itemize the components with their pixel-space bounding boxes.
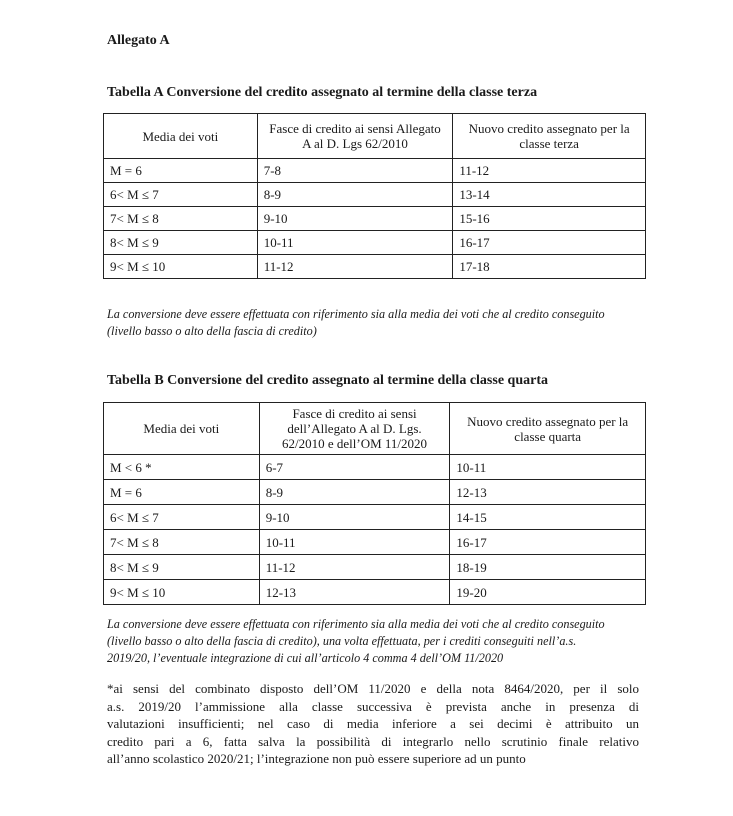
footnote-line: a.s. 2019/20 l’ammissione alla classe successiva è prevista anche in presenza di	[107, 698, 639, 714]
table-row	[104, 555, 646, 580]
note-line: La conversione deve essere effettuata con riferimento sia alla media dei voti che al credito conseguito	[107, 617, 605, 631]
table-cell: 6< M ≤ 7	[104, 505, 260, 530]
table-cell: M = 6	[104, 159, 258, 183]
table-row	[104, 480, 646, 505]
table-cell: 9< M ≤ 10	[104, 580, 260, 605]
table-cell: 13-14	[453, 183, 646, 207]
table-cell: 11-12	[257, 255, 453, 279]
table-cell: 8< M ≤ 9	[104, 231, 258, 255]
table-cell: 6-7	[259, 455, 450, 480]
table-b-header-cell: Media dei voti	[104, 403, 260, 455]
note-line: La conversione deve essere effettuata con riferimento sia alla media dei voti che al credito conseguito	[107, 307, 605, 321]
footnote	[107, 680, 639, 768]
table-row	[104, 183, 646, 207]
table-row	[104, 255, 646, 279]
table-cell: 14-15	[450, 505, 646, 530]
table-cell: 11-12	[453, 159, 646, 183]
table-cell: 11-12	[259, 555, 450, 580]
table-a-header-row	[104, 114, 646, 159]
table-row	[104, 231, 646, 255]
table-b-title: Tabella B Conversione del credito assegnato al termine della classe quarta	[107, 373, 548, 388]
note-line: (livello basso o alto della fascia di credito), una volta effettuata, per i crediti conseguiti nell’a.s.	[107, 634, 577, 648]
table-cell: 16-17	[450, 530, 646, 555]
table-cell: 6< M ≤ 7	[104, 183, 258, 207]
note-line: 2019/20, l’eventuale integrazione di cui all’articolo 4 comma 4 dell’OM 11/2020	[107, 651, 504, 665]
table-cell: 18-19	[450, 555, 646, 580]
table-b-header-cell: Fasce di credito ai sensi dell’Allegato A al D. Lgs. 62/2010 e dell’OM 11/2020	[259, 403, 450, 455]
table-row	[104, 505, 646, 530]
annex-title: Allegato A	[107, 33, 170, 48]
table-b-note	[107, 616, 647, 667]
table-cell: 19-20	[450, 580, 646, 605]
table-cell: 7< M ≤ 8	[104, 207, 258, 231]
table-row	[104, 455, 646, 480]
table-row	[104, 207, 646, 231]
table-cell: 9< M ≤ 10	[104, 255, 258, 279]
table-a-header-cell: Media dei voti	[104, 114, 258, 159]
table-cell: 7-8	[257, 159, 453, 183]
table-row	[104, 159, 646, 183]
footnote-line: credito pari a 6, fatta salva la possibilità di integrarlo nello scrutinio finale relativo	[107, 733, 639, 749]
table-b-header-row	[104, 403, 646, 455]
table-cell: 12-13	[450, 480, 646, 505]
table-cell: 16-17	[453, 231, 646, 255]
table-cell: 15-16	[453, 207, 646, 231]
footnote-line: *ai sensi del combinato disposto dell’OM 11/2020 e della nota 8464/2020, per il solo	[107, 681, 639, 696]
table-a	[103, 113, 646, 279]
table-cell: 7< M ≤ 8	[104, 530, 260, 555]
table-cell: 10-11	[257, 231, 453, 255]
table-a-header-cell: Fasce di credito ai sensi Allegato A al D. Lgs 62/2010	[257, 114, 453, 159]
table-row	[104, 530, 646, 555]
footnote-line: all’anno scolastico 2020/21; l’integrazione non può essere superiore ad un punto	[107, 751, 526, 767]
table-b	[103, 402, 646, 605]
table-cell: 8-9	[259, 480, 450, 505]
table-b-header-cell: Nuovo credito assegnato per la classe quarta	[450, 403, 646, 455]
table-cell: M < 6 *	[104, 455, 260, 480]
table-cell: 8-9	[257, 183, 453, 207]
table-a-header-cell: Nuovo credito assegnato per la classe terza	[453, 114, 646, 159]
table-row	[104, 580, 646, 605]
table-cell: 10-11	[450, 455, 646, 480]
table-a-title: Tabella A Conversione del credito assegnato al termine della classe terza	[107, 85, 538, 100]
table-cell: 8< M ≤ 9	[104, 555, 260, 580]
table-cell: M = 6	[104, 480, 260, 505]
table-cell: 9-10	[257, 207, 453, 231]
table-cell: 9-10	[259, 505, 450, 530]
table-cell: 12-13	[259, 580, 450, 605]
note-line: (livello basso o alto della fascia di credito)	[107, 324, 317, 338]
footnote-line: valutazioni insufficienti; nel caso di media inferiore a sei decimi è attribuito un	[107, 716, 639, 732]
table-a-note	[107, 306, 647, 340]
table-cell: 10-11	[259, 530, 450, 555]
table-cell: 17-18	[453, 255, 646, 279]
